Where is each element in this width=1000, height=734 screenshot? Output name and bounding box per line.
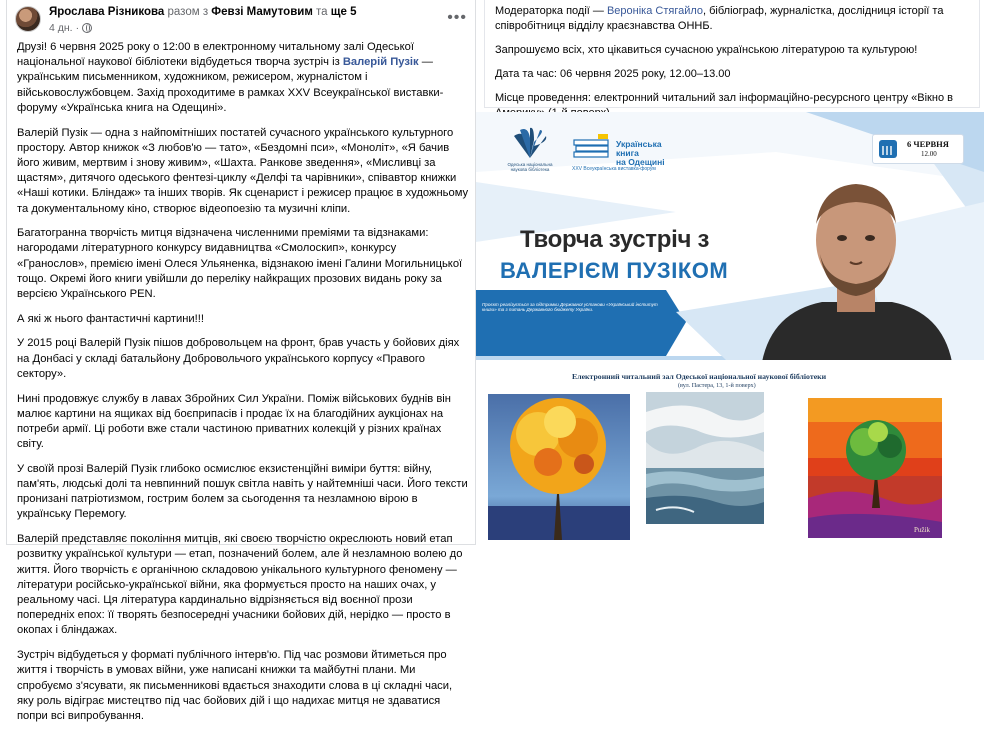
painting-sea-sky[interactable] xyxy=(646,392,764,524)
date-badge: 6 ЧЕРВНЯ 12.00 xyxy=(872,134,964,164)
tagged-others[interactable]: ще 5 xyxy=(330,6,357,18)
event-info xyxy=(484,0,980,108)
invite-line: Запрошуємо всіх, хто цікавиться сучасною українською літературою та культурою! xyxy=(495,44,918,56)
paragraph: Валерій Пузік — одна з найпомітніших постатей сучасного українського культурного простору. Автор книжок «З любов'ю — тато», «Бездомні пси», «Моноліт», «Я бачив його живим, мертвим і знову живим», «Шахта. Ранкове зведення», «Мисливці за щастям», дитячого одеського фентезі-циклу «Делфі та чарівники», співавтор книжки «Наші котики. Бліндаж» та інших творів. Як сценарист і режисер працює в художньому та документальному кіно, створює відеопоезію та музичні кліпи. xyxy=(17,126,469,215)
venue-caption: Електронний читальний зал Одеської національної наукової бібліотеки xyxy=(572,372,827,381)
post-meta: 4 дн. · xyxy=(49,22,92,34)
more-horizontal-icon[interactable]: ••• xyxy=(447,9,467,26)
onnb-logo: Одеська національна наукова бібліотека xyxy=(500,126,560,182)
with-text: разом з xyxy=(167,6,209,18)
banner-support-note: Проєкт реалізується за підтримки Державної установи «Український інститут книги» та з питань Державного бюджету України. xyxy=(482,302,658,313)
fair-logo: Українська книга на Одещині XXV Всеукраїнська виставка-форум xyxy=(572,130,752,174)
post-header xyxy=(15,5,467,37)
paragraph: Нині продовжує службу в лавах Збройних Сил України. Поміж військових буднів він малює картини на ящиках від боєприпасів і продає їх на благодійних аукціонах на потреби армії. Ці роботи вже стали частиною приватних колекцій у різних країнах світу. xyxy=(17,392,451,451)
paragraph: Багатогранна творчість митця відзначена численними преміями та відзнаками: нагородами літературного конкурсу видавництва «Смолоскип», конкурсу «Гранослов», премією імені Олеся Ульяненка, відзнакою імені Галини Могильницької тощо. Окремі його книги увійшли до переліку найкращих прозових видань року за версією Українського PEN. xyxy=(17,227,463,301)
datetime-line: Дата та час: 06 червня 2025 року, 12.00–13.00 xyxy=(495,68,731,80)
author-name[interactable]: Ярослава Різникова xyxy=(49,6,165,18)
event-banner[interactable] xyxy=(476,112,984,388)
paragraph: Друзі! 6 червня 2025 року о 12:00 в електронному читальному залі Одеської національної наукової бібліотеки відбудеться творча зустріч із Валерій Пузік — українським письменником, художником, режисером, журналістом і військовослужбовцем. Захід проходитиме в рамках XXV Всеукраїнської виставки-форуму «Українська книга на Одещині». xyxy=(17,41,444,114)
post-time[interactable]: 4 дн. xyxy=(49,22,73,34)
calendar-icon xyxy=(879,140,897,158)
paragraph: Зустріч відбудеться у форматі публічного інтерв'ю. Під час розмови йтиметься про життя і творчість в умовах війни, уже написані книжки та майбутні плани. Ми спробуємо з'ясувати, як письменникові вдається знаходити слова в ці складні часи, яку роль відіграє мистецтво під час бойових дій і що надихає митця не здаватися попри всі випробування. xyxy=(17,649,453,722)
mention-link[interactable]: Валерій Пузік xyxy=(342,56,419,69)
paragraph: У своїй прозі Валерій Пузік глибоко осмислює екзистенційні виміри буття: війну, пам'ять, людські долі та невпинний пошук світла навіть у найтемніші часи. Його тексти пронизані патріотизмом, гострим болем за сьогодення та незламною вірою в українську Перемогу. xyxy=(17,462,468,521)
painting-red-tree[interactable] xyxy=(808,398,942,538)
paragraph: У 2015 році Валерій Пузік пішов добровольцем на фронт, брав участь у бойових діях на Донбасі у складі батальйону Добровольчого українського корпусу «Правого сектору». xyxy=(17,337,460,380)
paragraph: А які ж нього фантастичні картини!!! xyxy=(17,312,204,325)
globe-icon xyxy=(82,23,92,33)
tagged-person[interactable]: Февзі Мамутовим xyxy=(211,6,313,18)
and-text: та xyxy=(316,6,328,18)
moderator-line: Модераторка події — Вероніка Стягайло, бібліограф, журналістка, дослідниця історії та співробітниця відділу краєзнавства ОННБ. xyxy=(495,5,944,32)
venue-line: Місце проведення: електронний читальний зал інформаційно-ресурсного центру «Вікно в xyxy=(495,92,953,104)
post-text xyxy=(17,40,469,734)
author-line xyxy=(49,6,357,18)
painting-yellow-tree[interactable] xyxy=(488,394,630,540)
banner-guest-name: ВАЛЕРІЄМ ПУЗІКОМ xyxy=(500,258,729,283)
guest-portrait xyxy=(742,162,962,362)
book-fan-icon xyxy=(510,126,550,160)
books-stack-icon xyxy=(572,132,612,166)
address-caption: (вул. Пастера, 13, 1-й поверх) xyxy=(678,382,756,389)
paragraph: Валерій представляє покоління митців, які своєю творчістю окреслюють новий етап розвитку української культури — етап, позначений болем, але й незламною волею до життя. Його творчість є органічною складовою унікального культурного феномену — літератури російсько-української війни, яка формується просто на наших очах, у реальному часі. Ця література кардинально відрізняється від воєнної прози попередніх епох: її творять безпосередні учасники бойових дій, нерідко — просто в окопах і бліндажах. xyxy=(17,533,463,637)
moderator-link[interactable]: Вероніка Стягайло xyxy=(606,5,704,17)
painting-signature: Pužik xyxy=(914,526,930,534)
fair-name: Українська книга на Одещині xyxy=(616,139,665,167)
author-avatar[interactable] xyxy=(15,6,41,32)
banner-title: Творча зустріч з xyxy=(520,226,710,253)
facebook-post xyxy=(6,0,476,722)
